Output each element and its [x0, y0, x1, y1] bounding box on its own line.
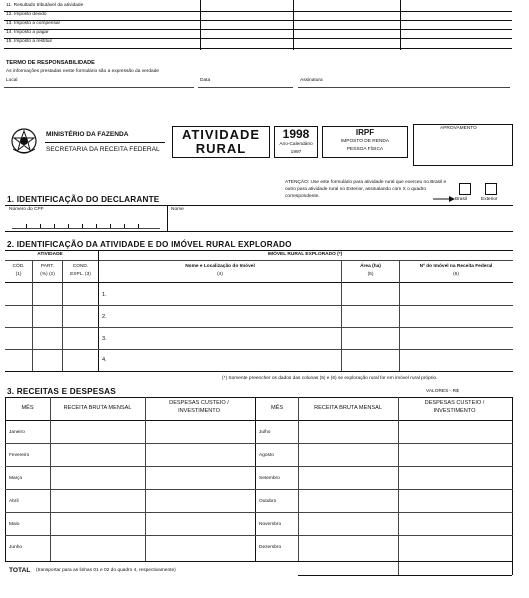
month-label: Março — [9, 476, 23, 481]
col-part: PART. — [40, 264, 55, 269]
total-revenue-field[interactable] — [300, 562, 397, 574]
name-field[interactable] — [170, 214, 510, 230]
calendar-year: 1997 — [290, 150, 302, 155]
month-label: Julho — [259, 430, 271, 435]
col-name: Nome e Localização do Imóvel — [185, 264, 255, 269]
divider — [298, 575, 512, 576]
signature-line — [298, 87, 510, 88]
month-label: Junho — [9, 545, 23, 550]
divider — [293, 0, 294, 50]
divider — [512, 397, 513, 575]
revenue-left-fields[interactable] — [51, 421, 144, 561]
date-field[interactable] — [215, 77, 290, 86]
property-row-2[interactable] — [6, 306, 510, 326]
term-text: As informações prestadas neste formulário são a expressão da verdade — [6, 69, 160, 74]
cpf-field[interactable] — [8, 214, 163, 230]
col-revenue-right: RECEITA BRUTA MENSAL — [314, 405, 382, 411]
month-label: Outubro — [259, 499, 277, 504]
col-month-left: MÊS — [21, 405, 34, 411]
month-label: Abril — [9, 499, 19, 504]
name-label: Nome — [171, 207, 184, 212]
top-value-field[interactable] — [296, 12, 396, 20]
col-cod-n: (1) — [15, 272, 22, 277]
brasil-checkbox[interactable] — [459, 183, 471, 195]
cpf-tick — [54, 224, 55, 228]
month-label: Maio — [9, 522, 20, 527]
divider — [5, 260, 513, 261]
month-label: Fevereiro — [9, 453, 30, 458]
col-cod: CÓD. — [12, 264, 25, 269]
irpf-subtitle-2: PESSOA FÍSICA — [346, 147, 384, 152]
top-row-label: 12. Imposto devido — [6, 12, 47, 17]
col-cond-n: EXPL. (3) — [70, 272, 91, 277]
exterior-label: Exterior — [481, 197, 498, 202]
property-row-number: 4. — [102, 357, 107, 363]
ministry-name: MINISTÉRIO DA FAZENDA — [46, 131, 129, 138]
cpf-tick — [110, 224, 111, 228]
month-label: Agosto — [259, 453, 274, 458]
coat-of-arms-logo — [9, 126, 39, 156]
cpf-tick — [40, 224, 41, 228]
divider — [5, 282, 513, 283]
form-year: 1998 — [282, 127, 310, 141]
month-label: Novembro — [259, 522, 282, 527]
total-expenses-field[interactable] — [400, 562, 511, 574]
local-field[interactable] — [20, 77, 190, 86]
exterior-checkbox[interactable] — [485, 183, 497, 195]
top-row-label: 11. Resultado tributável da atividade — [6, 3, 84, 8]
col-area: Área (ha) — [360, 264, 381, 269]
values-label: VALORES - R$ — [426, 389, 459, 394]
col-cond: COND. — [72, 264, 89, 269]
date-line — [198, 87, 293, 88]
attention-note: ATENÇÃO: Use este formulário para atividade rural que exerceu no Brasil e outro para atividade rural no Exterior, assinalando com X o quadro correspondente. — [285, 180, 447, 199]
secretariat-name: SECRETARIA DA RECEITA FEDERAL — [46, 146, 160, 153]
col-expenses-right-2: INVESTIMENTO — [433, 408, 476, 414]
col-expenses-left: DESPESAS CUSTEIO / — [169, 400, 229, 406]
total-label: TOTAL — [9, 567, 31, 574]
signature-field[interactable] — [330, 77, 508, 86]
divider — [45, 142, 165, 143]
property-footnote: (*) Somente preencher os dados das colunas (5) e (6) se exploração rural for em imóvel rural próprio. — [222, 376, 438, 381]
form-title-line1: ATIVIDADE — [181, 127, 261, 142]
col-nirf-n: (6) — [453, 272, 459, 277]
col-month-right: MÊS — [270, 405, 284, 411]
divider — [5, 397, 6, 561]
col-revenue-left: RECEITA BRUTA MENSAL — [63, 405, 132, 411]
property-row-number: 1. — [102, 292, 107, 298]
top-row-label: 13. Imposto a compensar — [6, 21, 61, 26]
date-label: Data — [200, 78, 211, 83]
cpf-baseline — [12, 228, 160, 229]
cpf-tick — [124, 224, 125, 228]
irpf-subtitle: IMPOSTO DE RENDA — [340, 139, 390, 144]
property-row-number: 3. — [102, 336, 107, 342]
divider — [4, 29, 512, 30]
divider — [5, 250, 513, 251]
property-row-3[interactable] — [6, 328, 510, 348]
signature-label: Assinatura — [300, 78, 323, 83]
divider — [4, 48, 512, 49]
property-row-number: 2. — [102, 314, 107, 320]
col-nirf: Nº do Imóvel na Receita Federal — [419, 264, 493, 269]
month-label: Janeiro — [9, 430, 25, 435]
cpf-tick — [26, 224, 27, 228]
col-name-n: (4) — [217, 272, 223, 277]
property-row-1[interactable] — [6, 284, 510, 304]
local-line — [4, 87, 194, 88]
expenses-left-fields[interactable] — [146, 421, 254, 561]
section-3-title: 3. RECEITAS E DESPESAS — [7, 387, 116, 396]
cpf-tick — [82, 224, 83, 228]
divider — [255, 397, 256, 561]
divider — [5, 371, 513, 372]
divider — [200, 0, 201, 50]
property-header: IMÓVEL RURAL EXPLORADO (*) — [267, 252, 343, 257]
brasil-label: Brasil — [455, 197, 467, 202]
divider — [5, 231, 513, 232]
col-expenses-left-2: INVESTIMENTO — [178, 408, 220, 414]
local-label: Local — [6, 78, 18, 83]
top-row-label: 15. Imposto a restituir — [6, 39, 53, 44]
top-value-field[interactable] — [205, 12, 290, 20]
cpf-tick — [138, 224, 139, 228]
activity-header: ATIVIDADE — [37, 252, 63, 257]
form-title-line2: RURAL — [195, 141, 247, 156]
divider — [5, 397, 513, 398]
term-title: TERMO DE RESPONSABILIDADE — [6, 60, 95, 66]
receipt-label: APROVAMENTO — [440, 126, 477, 131]
cpf-tick — [96, 224, 97, 228]
section-2-title: 2. IDENTIFICAÇÃO DA ATIVIDADE E DO IMÓVEL RURAL EXPLORADO — [7, 240, 292, 249]
divider — [400, 0, 401, 50]
property-row-4[interactable] — [6, 350, 510, 370]
cpf-label: Número do CPF — [9, 207, 44, 212]
col-part-n: (%) (2) — [40, 272, 55, 277]
irpf-label: IRPF — [355, 128, 375, 137]
month-label: Setembro — [259, 476, 280, 481]
col-expenses-right: DESPESAS CUSTEIO / — [424, 400, 485, 406]
total-note: (transportar para as linhas 01 e 02 do quadro 4, respectivamente) — [36, 568, 176, 573]
col-area-n: (5) — [367, 272, 374, 277]
divider — [167, 205, 168, 231]
divider — [4, 20, 512, 21]
expenses-right-fields[interactable] — [399, 421, 511, 561]
divider — [5, 205, 513, 206]
top-row-label: 14. Imposto a pagar — [6, 30, 49, 35]
arrow-icon — [433, 190, 455, 198]
month-label: Dezembro — [259, 545, 282, 550]
year-subtitle: Ano-Calendário — [279, 142, 313, 147]
revenue-right-fields[interactable] — [299, 421, 397, 561]
divider — [4, 38, 512, 39]
section-1-title: 1. IDENTIFICAÇÃO DO DECLARANTE — [7, 195, 160, 204]
cpf-tick — [68, 224, 69, 228]
